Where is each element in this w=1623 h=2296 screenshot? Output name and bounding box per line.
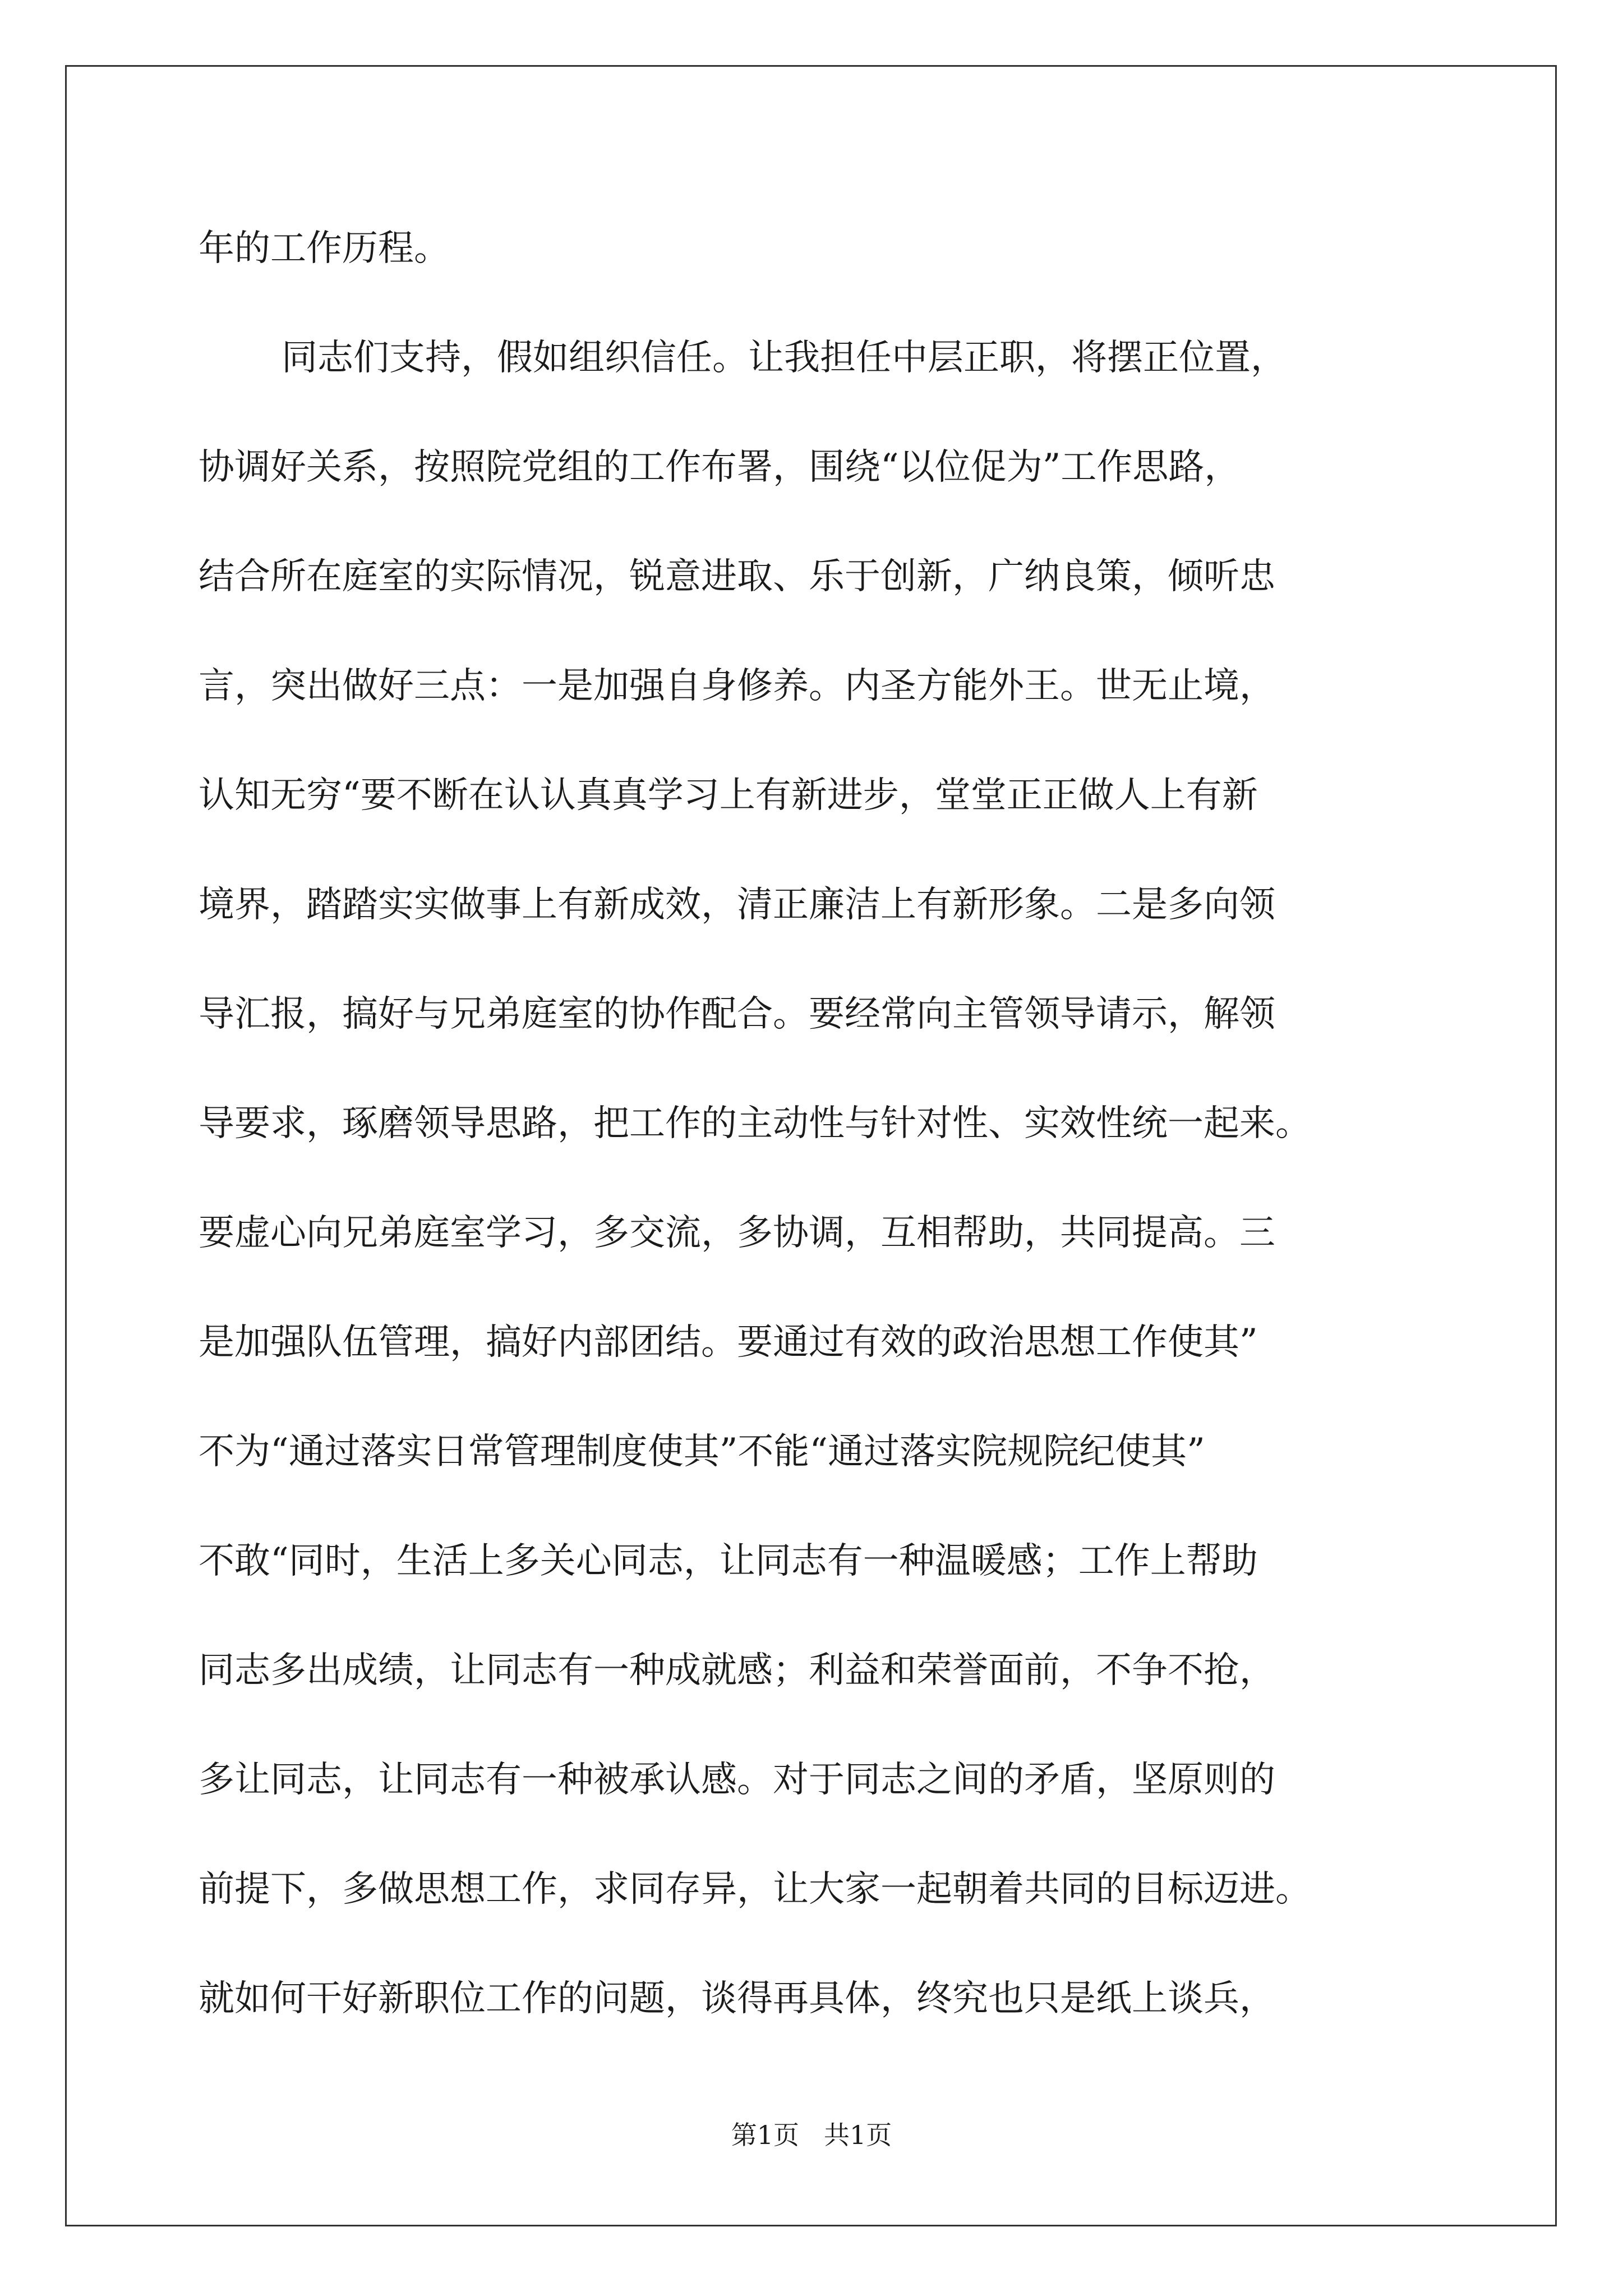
- text-line: 导汇报，搞好与兄弟庭室的协作配合。要经常向主管领导请示，解领: [199, 993, 1275, 1035]
- text-line: 导要求，琢磨领导思路，把工作的主动性与针对性、实效性统一起来。: [199, 1103, 1311, 1144]
- text-line: 结合所在庭室的实际情况，锐意进取、乐于创新，广纳良策，倾听忠: [199, 556, 1275, 597]
- text-line: 言，突出做好三点：一是加强自身修养。内圣方能外王。世无止境，: [199, 665, 1275, 707]
- text-line: 是加强队伍管理，搞好内部团结。要通过有效的政治思想工作使其”: [199, 1322, 1258, 1363]
- text-line: 前提下，多做思想工作，求同存异，让大家一起朝着共同的目标迈进。: [199, 1869, 1311, 1910]
- page-number: 第1页: [731, 2120, 800, 2150]
- text-line: 认知无穷“要不断在认认真真学习上有新进步，堂堂正正做人上有新: [199, 775, 1258, 816]
- text-line: 境界，踏踏实实做事上有新成效，清正廉洁上有新形象。二是多向领: [199, 884, 1275, 926]
- paragraph-start-line: 同志们支持，假如组织信任。让我担任中层正职，将摆正位置，: [282, 337, 1287, 379]
- text-line: 多让同志，让同志有一种被承认感。对于同志之间的矛盾，坚原则的: [199, 1759, 1275, 1801]
- text-line: 协调好关系，按照院党组的工作布署，围绕“以位促为”工作思路，: [199, 447, 1241, 488]
- text-line: 年的工作历程。: [199, 228, 450, 269]
- text-line: 要虚心向兄弟庭室学习，多交流，多协调，互相帮助，共同提高。三: [199, 1212, 1275, 1254]
- text-line: 不敢“同时，生活上多关心同志，让同志有一种温暖感；工作上帮助: [199, 1540, 1258, 1582]
- footer-spacer: [799, 2120, 824, 2150]
- text-line: 同志多出成绩，让同志有一种成就感；利益和荣誉面前，不争不抢，: [199, 1650, 1275, 1691]
- page-total: 共1页: [823, 2120, 892, 2150]
- page-footer: [0, 2118, 1623, 2152]
- text-line: 不为“通过落实日常管理制度使其”不能“通过落实院规院纪使其”: [199, 1431, 1205, 1473]
- text-line: 就如何干好新职位工作的问题，谈得再具体，终究也只是纸上谈兵，: [199, 1978, 1275, 2019]
